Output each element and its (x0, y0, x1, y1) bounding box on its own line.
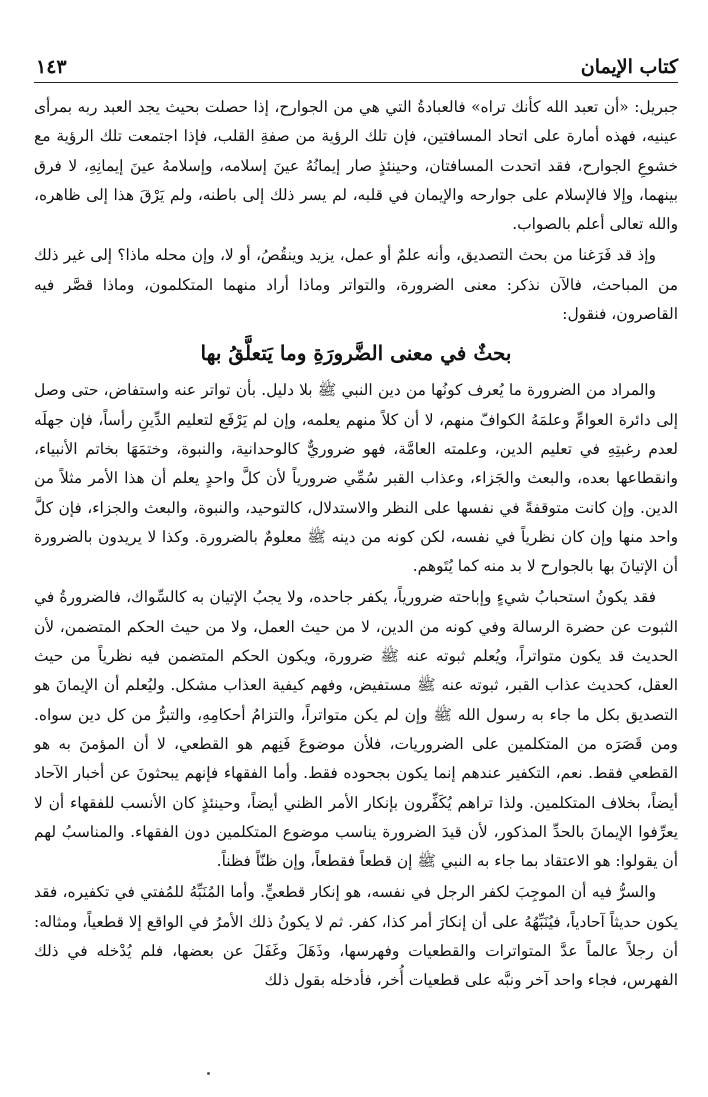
header-rule (34, 82, 678, 83)
book-title: كتاب الإيمان (580, 56, 678, 78)
page-number: ١٤٣ (36, 56, 67, 78)
paragraph: وإذ قد فَرَغنا من بحث التصديق، وأنه علمٌ أو عمل، يزيد وينقُصُ، أو لا، وإن محله ماذا؟ إلى غير ذلك من المباحث، فالآن نذكر: معنى الضرورة، والتواتر وماذا أراد منهما المتكلمون، وماذا قصَّر فيه القاصرون، فنقول: (34, 246, 678, 324)
paragraph: جبريل: «أن تعبد الله كأنك تراه» فالعبادةُ التي هي من الجوارح، إذا حصلت بحيث يجد العبد ربه بمرأى عينيه، فهذه أمارة على اتحاد المسافتين، فإن تلك الرؤية من صفةِ القلب، فإذا اجتمعت تلك الرؤية مع خشوعِ الجوارح، فقد اتحدت المسافتان، وحينئذٍ صار إيمانُهُ عينَ إسلامه، وإسلامهُ عينَ إيمانِهِ، لا فرق بينهما، وإلا فالإسلام على جوارحه والإيمان في قلبه، لم يسر ذلك إلى باطنه، ولم يَرْقَ هذا إلى ظاهره، والله تعالى أعلم بالصواب. (34, 98, 678, 234)
paragraph: والمراد من الضرورة ما يُعرف كونُها من دين النبي ﷺ بلا دليل. بأن تواتر عنه واستفاض، حتى وصل إلى دائرة العوامِّ وعلمَهُ الكوافّ منهم، لا أن كلاً منهم يعلمه، وإن لم يَرْفَع لتعليم الدِّينِ رأساً، فإن جهلَه لعدم رغبتِهِ في تعليم الدين، وعلمته العامَّة، فهو ضروريٌّ كالوحدانية، والنبوة، وختمَهَا بخاتم الأنبياء، وانقطاعها بعده، والبعث والجَزاء، وعذاب القبر سُمِّي ضرورياً لأن كلَّ واحدٍ يعلم أن هذا الأمر مثلاً من الدين. وإن كانت متوقفةً في نفسها على النظر والاستدلال، كالتوحيد، والنبوة، والبعث والجزاء، فإن كلَّ واحد منها وإن كان نظرياً في نفسه، لكن كونه من دينه ﷺ معلومٌ بالضرورة. وكذا لا يريدون بالضرورة أن الإتيانَ بها بالجوارح لا بد منه كما يُتَوهم. (34, 381, 678, 576)
page-mark (207, 1072, 210, 1075)
paragraph: فقد يكونُ استحبابُ شيءٍ وإباحته ضرورياً، يكفر جاحده، ولا يجبُ الإتيان به كالسِّواك، فالضرورةُ في الثبوت عن حضرة الرسالة وفي كونه من الدين، لا من حيث العمل، ولا من حيث الحكم المتضمن، لأن الحديث قد يكون متواتراً، ويُعلم ثبوته عنه ﷺ ضرورة، ويكون الحكم المتضمن فيه نظرياً من حيث العقل، كحديث عذاب القبر، ثبوته عنه ﷺ مستفيض، وفهم كيفية العذاب مشكل. وليُعلم أن الإيمانَ هو التصديق بكل ما جاء به رسول الله ﷺ وإن لم يكن متواتراً، والتزامُ أحكامِهِ، والتبرُّ من كل دين سواه. ومن قَصَرَه من المتكلمين على الضروريات، فلأن موضوعَ فَنِهم هو القطعي، لا أن المؤمنَ به هو القطعي فقط. نعم، التكفير عندهم إنما يكون بجحوده فقط. وأما الفقهاء فإنهم يبحثونَ عن أخبار الآحاد أيضاً، بخلاف المتكلمين. ولذا تراهم يُكَفِّرون بإنكار الأمر الظني أيضاً، وحينئذٍ كان الأنسب للفقهاء أن لا يعرِّفوا الإيمانَ بالحدِّ المذكور، لأن قيدَ الضرورة يناسب موضوع المتكلمين دون الفقهاء. والمناسبُ لهم أن يقولوا: هو الاعتقاد بما جاء به النبي ﷺ إن قطعاً فقطعاً، وإن ظنّاً فظناً. (34, 588, 678, 871)
page-header (36, 48, 678, 78)
paragraph: والسرُّ فيه أن الموجِبَ لكفر الرجل في نفسه، هو إنكار قطعيٍّ. وأما المُنَبِّهُ للمُفتي في تكفيره، فقد يكون حديثاً آحادياً، فيُنَبِّهُهُ على أن إنكارَ أمر كذا، كفر. ثم لا يكونُ ذلك الأمرُ في الواقع إلا قطعياً، ومثاله: أن رجلاً عالماً عدَّ المتواترات والقطعيات وفهرسها، وذَهَلَ وغَفَلَ عن بعضها، فلم يُدْخله في ذلك الفهرس، فجاء واحد آخر ونبَّه على قطعيات أُخر، فأدخله بقول ذلك (34, 883, 678, 990)
page-body (34, 93, 678, 996)
section-heading: بحثٌ في معنى الضَّرورَةِ وما يَتعلَّقُ بها (200, 341, 512, 366)
